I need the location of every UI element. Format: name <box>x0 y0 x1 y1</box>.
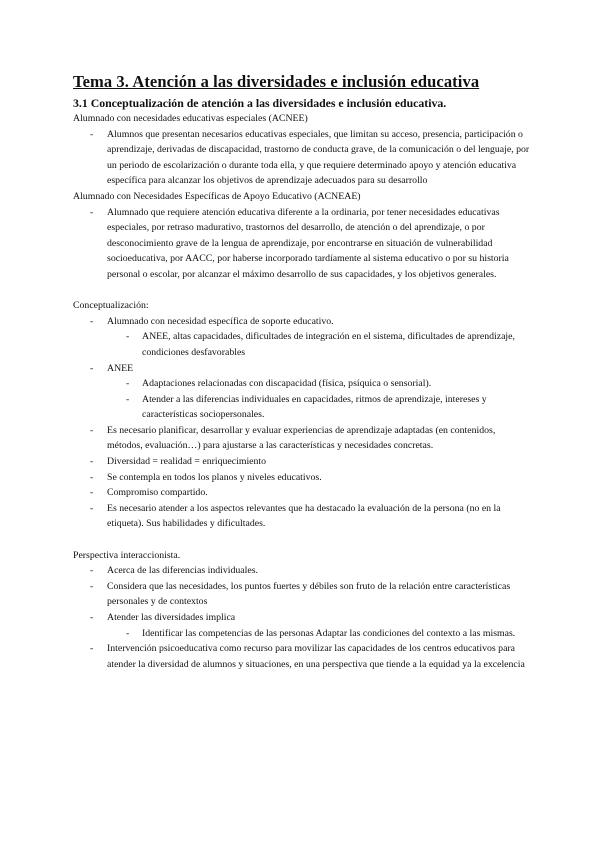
list-item: - Es necesario planificar, desarrollar y evaluar experiencias de aprendizaje adaptadas (en contenidos, métodos, evaluación…) para ajustarse a las características y necesidades concretas. <box>73 423 533 454</box>
list-item: - Se contempla en todos los planos y niveles educativos. <box>73 470 533 486</box>
sublist <box>107 376 533 423</box>
acnee-heading: Alumnado con necesidades educativas especiales (ACNEE) <box>73 113 308 124</box>
conceptualizacion-list <box>73 314 533 532</box>
list-item: - Alumnos que presentan necesarios educativas especiales, que limitan su acceso, presencia, participación o aprendizaje, derivadas de discapacidad, trastorno de conducta grave, de la comunicación o del lenguaje, por un periodo de escolarización o durante toda ella, y que requiere determinado apoyo y atención educativa específica para alcanzar los objetivos de aprendizaje adecuados para su desarrollo <box>73 127 533 189</box>
list-item: - Intervención psicoeducativa como recurso para movilizar las capacidades de los centros educativos para atender la diversidad de alumnos y situaciones, en una perspectiva que tiende a la equidad ya la excelencia <box>73 641 533 672</box>
acneae-list <box>73 205 533 283</box>
sublist-item: - ANEE, altas capacidades, dificultades de integración en el sistema, dificultades de aprendizaje, condiciones desfavorables <box>107 329 533 360</box>
acneae-heading: Alumnado con Necesidades Específicas de Apoyo Educativo (ACNEAE) <box>73 190 361 202</box>
document-page <box>73 72 533 672</box>
spacer <box>73 283 533 299</box>
list-item <box>73 361 533 423</box>
page-title: Tema 3. Atención a las diversidades e inclusión educativa <box>73 72 480 91</box>
list-item <box>73 610 533 641</box>
list-item: - Acerca de las diferencias individuales. <box>73 563 533 579</box>
sublist-item: - Atender a las diferencias individuales en capacidades, ritmos de aprendizaje, intereses y características sociopersonales. <box>107 392 533 423</box>
list-item-text: ANEE <box>107 362 134 374</box>
sublist-item: - Adaptaciones relacionadas con discapacidad (física, psíquica o sensorial). <box>107 376 533 392</box>
list-item-text: Atender las diversidades implica <box>107 612 236 623</box>
list-item: - Considera que las necesidades, los puntos fuertes y débiles son fruto de la relación entre características personales y de contextos <box>73 579 533 610</box>
conceptualizacion-heading: Conceptualización: <box>73 300 149 312</box>
perspectiva-list <box>73 563 533 672</box>
list-item: - Es necesario atender a los aspectos relevantes que ha destacado la evaluación de la persona (no en la etiqueta). Sus habilidades y dificultades. <box>73 501 533 532</box>
sublist <box>107 626 533 642</box>
spacer <box>73 532 533 548</box>
list-item-text: Alumnado con necesidad específica de soporte educativo. <box>107 315 334 327</box>
list-item: - Compromiso compartido. <box>73 485 533 501</box>
sublist <box>107 329 533 360</box>
list-item: - Diversidad = realidad = enriquecimiento <box>73 454 533 470</box>
sublist-item: - Identificar las competencias de las personas Adaptar las condiciones del contexto a las mismas. <box>107 626 533 642</box>
list-item: - Alumnado que requiere atención educativa diferente a la ordinaria, por tener necesidades educativas especiales, por retraso madurativo, trastornos del desarrollo, de atención o del aprendizaje, o por desconocimiento grave de la lengua de aprendizaje, por encontrarse en situación de vulnerabilidad socioeducativa, por AACC, por haberse incorporado tardíamente al sistema educativo o por su historia personal o escolar, por alcanzar el máximo desarrollo de sus capacidades, y los objetivos generales. <box>73 205 533 283</box>
perspectiva-heading: Perspectiva interaccionista. <box>73 549 181 561</box>
acnee-list <box>73 127 533 189</box>
list-item <box>73 314 533 361</box>
section-subtitle: 3.1 Conceptualización de atención a las diversidades e inclusión educativa. <box>73 96 447 110</box>
